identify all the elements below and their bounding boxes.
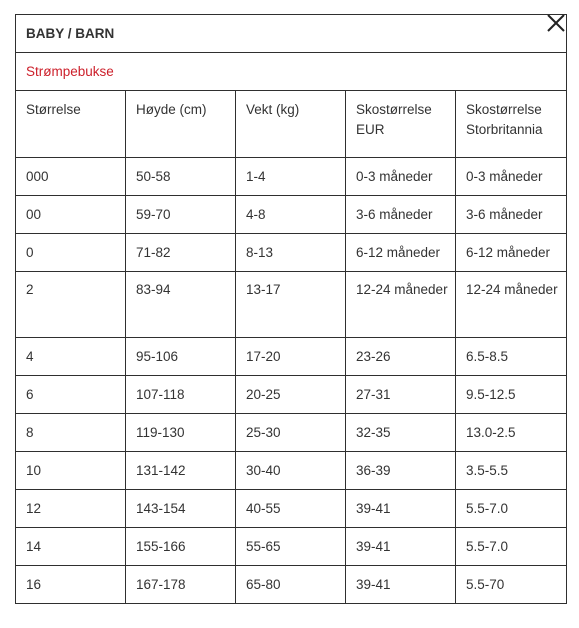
column-header: Skostørrelse Storbritannia [456, 91, 567, 158]
table-row [16, 234, 567, 272]
column-header: Skostørrelse EUR [346, 91, 456, 158]
table-row [16, 338, 567, 376]
table-cell: 13.0-2.5 [456, 414, 567, 452]
table-cell: 143-154 [126, 490, 236, 528]
table-cell: 107-118 [126, 376, 236, 414]
table-cell: 39-41 [346, 490, 456, 528]
table-cell: 8 [16, 414, 126, 452]
table-cell: 13-17 [236, 272, 346, 338]
table-cell: 000 [16, 158, 126, 196]
table-cell: 00 [16, 196, 126, 234]
table-cell: 65-80 [236, 566, 346, 604]
table-cell: 167-178 [126, 566, 236, 604]
table-cell: 6 [16, 376, 126, 414]
table-cell: 4-8 [236, 196, 346, 234]
table-cell: 30-40 [236, 452, 346, 490]
table-cell: 5.5-70 [456, 566, 567, 604]
table-cell: 119-130 [126, 414, 236, 452]
table-cell: 95-106 [126, 338, 236, 376]
table-cell: 6.5-8.5 [456, 338, 567, 376]
table-cell: 0-3 måneder [456, 158, 567, 196]
table-cell: 2 [16, 272, 126, 338]
table-cell: 9.5-12.5 [456, 376, 567, 414]
table-cell: 20-25 [236, 376, 346, 414]
table-cell: 3.5-5.5 [456, 452, 567, 490]
section-title: BABY / BARN [16, 15, 567, 53]
table-cell: 131-142 [126, 452, 236, 490]
table-cell: 10 [16, 452, 126, 490]
table-cell: 17-20 [236, 338, 346, 376]
table-row [16, 490, 567, 528]
table-cell: 6-12 måneder [346, 234, 456, 272]
table-cell: 55-65 [236, 528, 346, 566]
table-cell: 4 [16, 338, 126, 376]
column-header: Høyde (cm) [126, 91, 236, 158]
table-cell: 40-55 [236, 490, 346, 528]
table-cell: 5.5-7.0 [456, 528, 567, 566]
column-header: Vekt (kg) [236, 91, 346, 158]
table-cell: 36-39 [346, 452, 456, 490]
table-row [16, 566, 567, 604]
table-row [16, 414, 567, 452]
table-cell: 25-30 [236, 414, 346, 452]
table-row [16, 196, 567, 234]
table-cell: 23-26 [346, 338, 456, 376]
table-cell: 6-12 måneder [456, 234, 567, 272]
table-row [16, 158, 567, 196]
table-row [16, 452, 567, 490]
table-cell: 3-6 måneder [456, 196, 567, 234]
table-cell: 50-58 [126, 158, 236, 196]
table-cell: 32-35 [346, 414, 456, 452]
table-cell: 12-24 måneder [346, 272, 456, 338]
table-cell: 155-166 [126, 528, 236, 566]
column-header: Størrelse [16, 91, 126, 158]
size-chart-table [15, 14, 567, 604]
table-cell: 8-13 [236, 234, 346, 272]
table-cell: 59-70 [126, 196, 236, 234]
table-cell: 0-3 måneder [346, 158, 456, 196]
table-cell: 71-82 [126, 234, 236, 272]
column-header-row [16, 91, 567, 158]
table-cell: 16 [16, 566, 126, 604]
product-subtitle: Strømpebukse [16, 53, 567, 91]
table-row [16, 528, 567, 566]
table-cell: 12 [16, 490, 126, 528]
table-row [16, 376, 567, 414]
table-cell: 39-41 [346, 528, 456, 566]
table-cell: 0 [16, 234, 126, 272]
table-cell: 12-24 måneder [456, 272, 567, 338]
table-cell: 27-31 [346, 376, 456, 414]
table-row [16, 272, 567, 338]
table-cell: 39-41 [346, 566, 456, 604]
table-cell: 5.5-7.0 [456, 490, 567, 528]
table-cell: 1-4 [236, 158, 346, 196]
table-cell: 3-6 måneder [346, 196, 456, 234]
table-cell: 83-94 [126, 272, 236, 338]
table-cell: 14 [16, 528, 126, 566]
subtitle-row [16, 53, 567, 91]
section-header-row [16, 15, 567, 53]
